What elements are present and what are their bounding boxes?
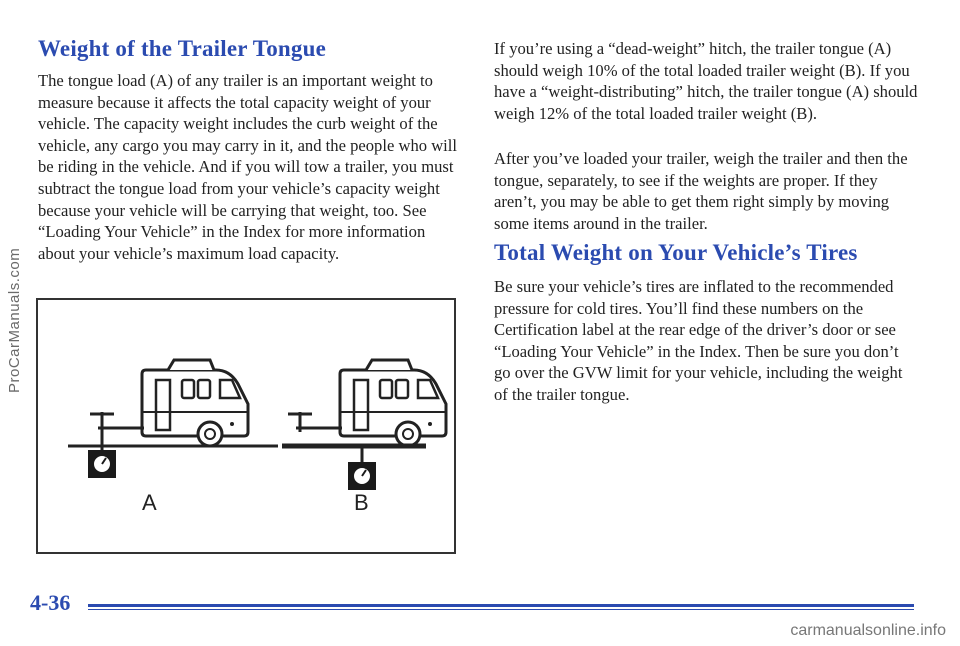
trailer-illustration [38,300,454,552]
paragraph-loaded-trailer: After you’ve loaded your trailer, weigh the trailer and then the tongue, separately, to see if the weights are proper. If they aren’t, you may be able to get them right simply by moving some items around in the trailer. [494,149,908,233]
footer-rule-thin [88,609,914,610]
paragraph-tire-weight: Be sure your vehicle’s tires are inflated to the recommended pressure for cold tires. You’ll find these numbers on the Certification label at the rear edge of the driver’s door or see “Loading Your Vehicle” in the Index. Then be sure you don’t go over the GVW limit for your vehicle, including the weight of the trailer tongue. [494,277,903,404]
figure-label-b: B [354,490,369,515]
page-number: 4-36 [30,590,71,615]
figure-label-a: A [142,490,157,515]
footer-rule [88,604,914,607]
section-heading-trailer-tongue: Weight of the Trailer Tongue [38,36,327,61]
trailer-weighing-figure [36,298,456,554]
paragraph-hitch-weight: If you’re using a “dead-weight” hitch, the trailer tongue (A) should weigh 10% of the total loaded trailer weight (B). If you have a “weight-distributing” hitch, the trailer tongue (A) should weigh 12% of the total loaded trailer weight (B). [494,39,918,123]
section-heading-total-weight: Total Weight on Your Vehicle’s Tires [494,240,858,265]
trailer-b-diagram [282,360,446,490]
trailer-a-diagram [68,360,278,478]
paragraph-tongue-load: The tongue load (A) of any trailer is an important weight to measure because it affects the total capacity weight of your vehicle. The capacity weight includes the curb weight of the vehicle, any cargo you may carry in it, and the people who will be riding in the vehicle. And if you will tow a trailer, you must subtract the tongue load from your vehicle’s capacity weight because your vehicle will be carrying that weight, too. See “Loading Your Vehicle” in the Index for more information about your vehicle’s maximum load capacity. [38,71,458,263]
watermark-text: ProCarManuals.com [6,247,23,393]
footer-source-link[interactable]: carmanualsonline.info [790,622,946,639]
